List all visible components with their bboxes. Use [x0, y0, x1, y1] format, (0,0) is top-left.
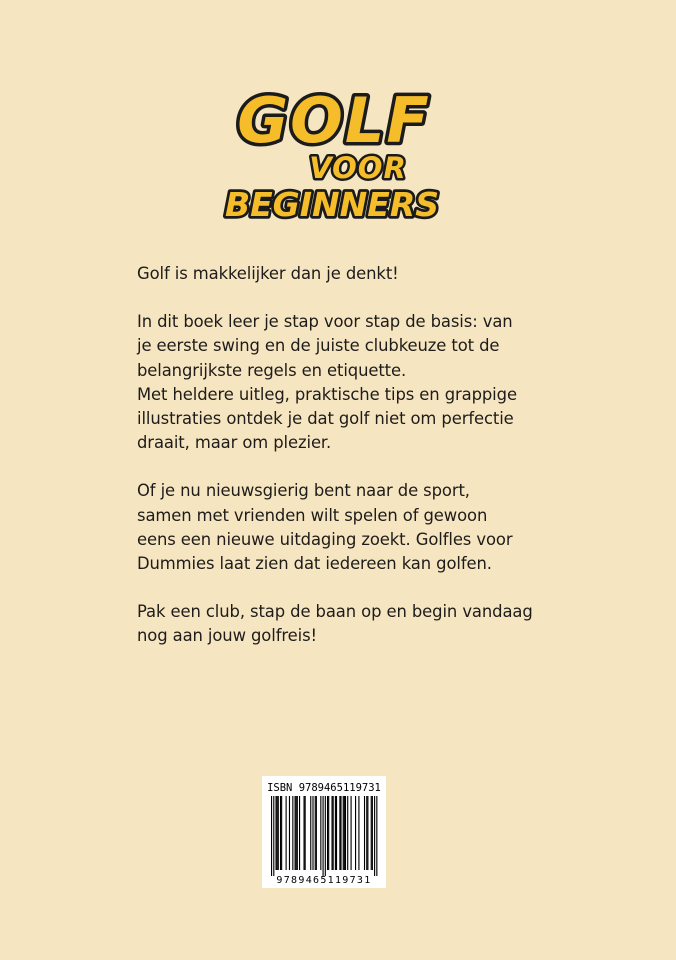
barcode-bar [297, 796, 298, 870]
blurb-line: samen met vrienden wilt spelen of gewoon [137, 505, 488, 525]
barcode-bar [278, 796, 279, 870]
barcode-bar [295, 796, 296, 870]
barcode-bar [271, 796, 272, 876]
barcode-digits: 9789465119731 [276, 875, 372, 886]
isbn-label: ISBN 9789465119731 [267, 782, 381, 794]
barcode-bar [374, 796, 375, 876]
barcode-bar [320, 796, 321, 870]
blurb-line: je eerste swing en de juiste clubkeuze tot de [137, 336, 500, 356]
title-beginners: BEGINNERS [224, 185, 440, 224]
blurb-line: belangrijkste regels en etiquette. [137, 360, 407, 380]
blurb-line: draait, maar om plezier. [137, 433, 332, 453]
barcode-bar [371, 796, 372, 870]
blurb-line: Dummies laat zien dat iedereen kan golfen. [137, 554, 492, 574]
blurb-line: Met heldere uitleg, praktische tips en grappige [137, 384, 517, 404]
barcode-bar [303, 796, 304, 870]
blurb-line: In dit boek leer je stap voor stap de basis: van [137, 312, 513, 332]
barcode-bar [312, 796, 313, 870]
title-voor: VOOR [309, 151, 407, 185]
barcode-bar [345, 796, 346, 870]
barcode-bar [325, 796, 326, 876]
cover-title [0, 82, 676, 232]
barcode-bar [296, 796, 297, 870]
barcode-bar [286, 796, 287, 870]
barcode-bar [316, 796, 317, 870]
barcode-bar [339, 796, 340, 870]
barcode-bar [305, 796, 306, 870]
barcode-bar [372, 796, 373, 870]
isbn-barcode [262, 776, 386, 888]
barcode-graphic [262, 776, 386, 888]
barcode-bar [310, 796, 311, 870]
barcode-bar [351, 796, 352, 870]
barcode-bar [275, 796, 276, 870]
barcode-bar [336, 796, 337, 870]
blurb-line: Of je nu nieuwsgierig bent naar de sport, [137, 481, 470, 501]
barcode-bar [358, 796, 359, 870]
barcode-bar [347, 796, 348, 870]
blurb-line: nog aan jouw golfreis! [137, 626, 317, 646]
barcode-bar [364, 796, 365, 870]
barcode-bar [299, 796, 300, 870]
blurb-line: eens een nieuwe uitdaging zoekt. Golfles voor [137, 529, 513, 549]
title-golf: GOLF [237, 84, 431, 157]
barcode-bar [367, 796, 368, 870]
barcode-bar [273, 796, 274, 876]
blurb-line: Pak een club, stap de baan op en begin vandaag [137, 602, 533, 622]
barcode-bar [331, 796, 332, 870]
barcode-bar [335, 796, 336, 870]
barcode-bar [277, 796, 278, 870]
blurb-line: illustraties ontdek je dat golf niet om perfectie [137, 409, 514, 429]
barcode-bar [323, 796, 324, 876]
barcode-bar [315, 796, 316, 870]
barcode-bar [281, 796, 282, 870]
barcode-bar [280, 796, 281, 870]
blurb-line: Golf is makkelijker dan je denkt! [137, 264, 399, 283]
back-cover-blurb [137, 262, 537, 649]
barcode-bar [344, 796, 345, 870]
barcode-bar [366, 796, 367, 870]
title-lettering [0, 82, 676, 232]
barcode-bar [355, 796, 356, 870]
barcode-bar [327, 796, 328, 870]
barcode-bar [333, 796, 334, 870]
barcode-bar [328, 796, 329, 870]
barcode-bar [340, 796, 341, 870]
barcode-bar [343, 796, 344, 870]
barcode-bar [289, 796, 290, 870]
barcode-bar [376, 796, 377, 876]
barcode-bar [292, 796, 293, 870]
barcode-bars [271, 796, 377, 876]
